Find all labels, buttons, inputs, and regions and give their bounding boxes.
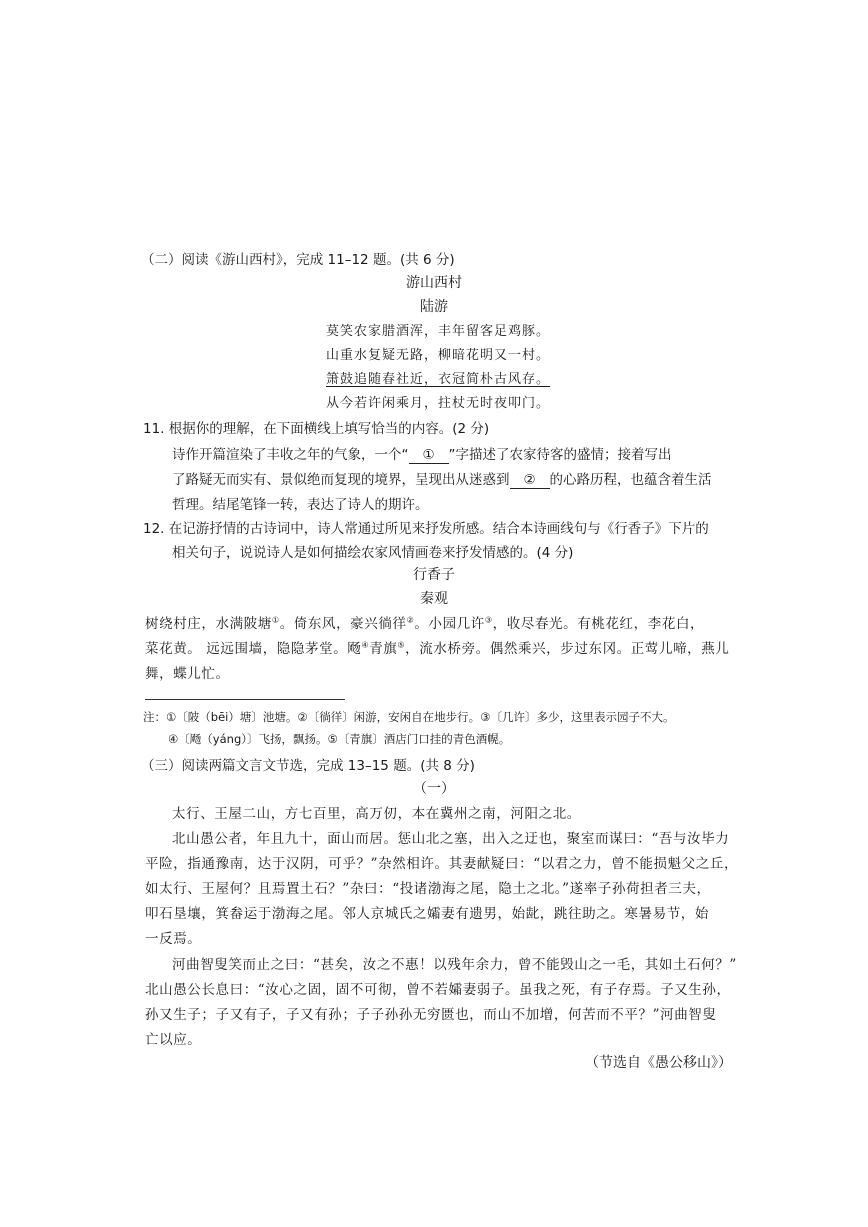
- poem-2-line-3: 舞，蝶儿忙。: [145, 666, 230, 682]
- passage-p3-line-3: 孙又生子；子又有子，子又有孙；子子孙孙无穷匮也，而山不加增，何苦而不平？”河曲智叟: [145, 1007, 717, 1023]
- footnote-line-2: ④〔飏（yáng）〕飞扬，飘扬。⑤〔青旗〕酒店门口挂的青色酒幌。: [168, 732, 511, 746]
- passage-p2-line-2: 平险，指通豫南，达于汉阴，可乎？”杂然相许。其妻献疑曰：“以君之力，曾不能损魁父之丘，: [145, 856, 739, 872]
- section-3-part-label: （一）: [413, 781, 455, 797]
- poem-2-text: 菜花黄。 远远围墙，隐隐茅堂。飏: [145, 641, 362, 657]
- footnote-mark-4: ④: [361, 640, 370, 650]
- footnote-line-1: 注：①〔陂（bēi）塘〕池塘。②〔徜徉〕闲游，安闲自在地步行。③〔几许〕多少，这里表示园子不大。: [143, 710, 675, 724]
- poem-2-text: 青旗: [369, 641, 398, 657]
- poem-2-text: 。小园几许: [414, 616, 485, 632]
- question-11-line-3: 哲理。结尾笔锋一转，表达了诗人的期许。: [172, 497, 429, 513]
- answer-blank-2[interactable]: ②: [510, 473, 550, 489]
- poem-2-text: 。倚东风，豪兴徜徉: [279, 616, 407, 632]
- poem-2-title: 行香子: [413, 567, 455, 583]
- footnote-mark-1: ①: [271, 615, 280, 625]
- footnote-mark-5: ⑤: [397, 640, 406, 650]
- footnote-divider: [145, 699, 345, 700]
- poem-1-line-2: 山重水复疑无路，柳暗花明又一村。: [326, 348, 551, 363]
- footnote-mark-3: ③: [484, 615, 493, 625]
- q11-line-2-a: 了路疑无而实有、景似绝而复现的境界，呈现出从迷惑到: [172, 472, 510, 488]
- question-11-line-1: [172, 443, 672, 464]
- passage-p2-line-3: 如太行、王屋何？且焉置土石？”杂曰：“投诸渤海之尾，隐土之北。”遂率子孙荷担者三夫，: [145, 881, 711, 897]
- footnote-mark-2: ②: [406, 615, 415, 625]
- poem-1-line-3-underlined: 箫鼓追随春社近，衣冠简朴古风存。: [326, 372, 551, 387]
- poem-1-line-1: 莫笑农家腊酒浑，丰年留客足鸡豚。: [326, 324, 551, 339]
- question-11-line-2: [172, 468, 712, 489]
- poem-2-line-2: [145, 637, 729, 657]
- poem-2-text: ，收尽春光。有桃花红，李花白，: [492, 616, 705, 632]
- question-12-line-1: 12. 在记游抒情的古诗词中，诗人常通过所见来抒发所感。结合本诗画线句与《行香子》下片的: [143, 521, 709, 537]
- answer-blank-1[interactable]: ①: [409, 448, 449, 464]
- q11-line-1-a: 诗作开篇渲染了丰收之年的气象，一个“: [172, 447, 409, 463]
- q11-line-2-b: 的心路历程，也蕴含着生活: [549, 472, 712, 488]
- question-11-prompt: 11. 根据你的理解，在下面横线上填写恰当的内容。(2 分): [143, 421, 490, 437]
- passage-p2-line-5: 一反焉。: [145, 931, 202, 947]
- q11-line-1-b: ”字描述了农家待客的盛情；接着写出: [448, 447, 672, 463]
- section-3-header: （三）阅读两篇文言文节选，完成 13–15 题。(共 8 分): [141, 758, 475, 774]
- passage-p2-line-1: 北山愚公者，年且九十，面山而居。惩山北之塞，出入之迂也，聚室而谋曰：“吾与汝毕力: [172, 831, 730, 847]
- poem-1-title: 游山西村: [406, 275, 462, 291]
- poem-2-author: 秦观: [420, 591, 448, 607]
- passage-p3-line-4: 亡以应。: [145, 1032, 202, 1048]
- passage-p3-line-1: 河曲智叟笑而止之曰：“甚矣，汝之不惠！以残年余力，曾不能毁山之一毛，其如土石何？”: [172, 957, 737, 973]
- poem-1-author: 陆游: [420, 299, 448, 315]
- section-2-header: （二）阅读《游山西村》，完成 11–12 题。(共 6 分): [141, 252, 455, 268]
- poem-2-line-1: [145, 612, 704, 632]
- passage-p2-line-4: 叩石垦壤，箕畚运于渤海之尾。邻人京城氏之孀妻有遗男，始龀，跳往助之。寒暑易节，始: [145, 906, 709, 922]
- poem-2-text: 树绕村庄，水满陂塘: [145, 616, 272, 632]
- passage-p3-line-2: 北山愚公长息曰：“汝心之固，固不可彻，曾不若孀妻弱子。虽我之死，有子存焉。子又生孙，: [145, 982, 731, 998]
- passage-source: （节选自《愚公移山》）: [585, 1055, 732, 1071]
- poem-1-line-4: 从今若许闲乘月，拄杖无时夜叩门。: [326, 396, 551, 411]
- passage-paragraph-1: 太行、王屋二山，方七百里，高万仞，本在冀州之南，河阳之北。: [172, 806, 581, 822]
- question-12-line-2: 相关句子，说说诗人是如何描绘农家风情画卷来抒发情感的。(4 分): [172, 545, 574, 561]
- poem-2-text: ，流水桥旁。偶然乘兴，步过东冈。正莺儿啼，燕儿: [405, 641, 730, 657]
